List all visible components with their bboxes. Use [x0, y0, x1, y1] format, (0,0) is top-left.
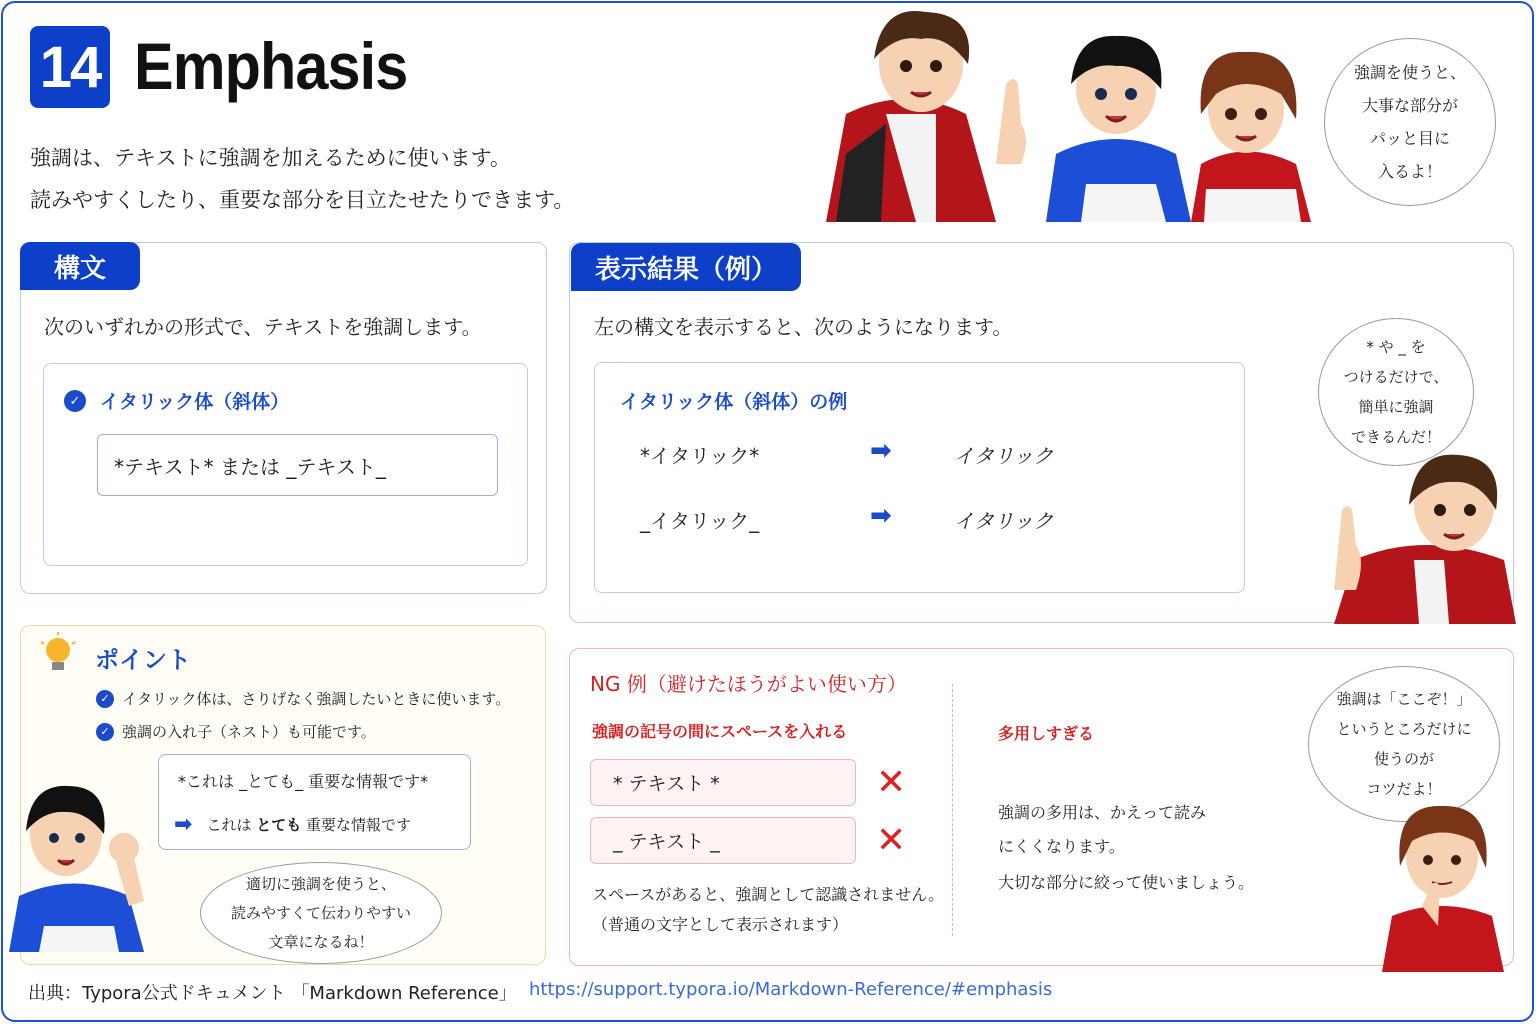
arrow-right-icon: ➡: [174, 812, 193, 837]
example-rendered: イタリック: [954, 444, 1054, 468]
intro-line-2: 読みやすくしたり、重要な部分を目立たせたりできます。: [30, 188, 575, 212]
nest-result: [206, 814, 411, 835]
bubble-line: できるんだ！: [1350, 428, 1441, 446]
bubble-line: コツだよ！: [1366, 780, 1442, 798]
example-source: _イタリック_: [640, 509, 760, 533]
syntax-tab: 構文: [20, 242, 140, 290]
point-speech-bubble: [200, 862, 442, 964]
section-number-badge: 14: [30, 26, 110, 108]
ng-title: NG 例（避けたほうがよい使い方）: [590, 672, 907, 696]
intro-line-1: 強調は、テキストに強調を加えるために使います。: [30, 146, 511, 170]
italic-option-label: イタリック体（斜体）: [100, 391, 290, 413]
point-title: ポイント: [95, 646, 191, 674]
example-title: イタリック体（斜体）の例: [620, 391, 848, 413]
pointing-boy-illustration: [1324, 450, 1516, 624]
nest-code: *これは _とても_ 重要な情報です*: [178, 772, 429, 791]
cross-icon: ✕: [876, 820, 907, 861]
bubble-line: つけるだけで、: [1343, 368, 1449, 386]
bubble-line: 強調を使うと、: [1353, 63, 1466, 82]
ng-right-note: 強調の多用は、かえって読み: [998, 803, 1207, 822]
ng-left-note: （普通の文字として表示されます）: [592, 915, 849, 934]
point-item: [96, 688, 510, 709]
point-item: [96, 721, 376, 742]
top-speech-bubble: [1324, 38, 1496, 206]
nest-result-pre: これは: [206, 816, 257, 834]
ng-divider: [952, 684, 953, 936]
reference-link[interactable]: https://support.typora.io/Markdown-Reference/#emphasis: [529, 979, 1053, 1000]
arrow-right-icon: ➡: [870, 436, 892, 466]
result-speech-bubble: [1318, 318, 1474, 466]
point-item-text: イタリック体は、さりげなく強調したいときに使います。: [122, 690, 511, 708]
bubble-line: 簡単に強調: [1358, 398, 1434, 416]
nest-result-row: [174, 812, 411, 837]
cross-icon: ✕: [876, 762, 907, 803]
bubble-line: 使うのが: [1373, 750, 1434, 768]
ng-bad-example: _ テキスト _: [590, 817, 856, 864]
check-icon: ✓: [64, 390, 86, 412]
thinking-girl-illustration: [1382, 796, 1504, 972]
three-characters-illustration: [826, 4, 1316, 222]
ng-right-note: 大切な部分に絞って使いましょう。: [998, 873, 1255, 892]
bubble-line: 強調は「ここぞ！」: [1336, 690, 1472, 708]
ng-bad-example: * テキスト *: [590, 759, 856, 806]
check-icon: ✓: [96, 723, 114, 741]
page-title: Emphasis: [134, 29, 408, 103]
syntax-description: 次のいずれかの形式で、テキストを強調します。: [44, 315, 482, 339]
result-tab: 表示結果（例）: [571, 243, 801, 291]
check-icon: ✓: [96, 690, 114, 708]
ng-right-note: にくくなります。: [998, 837, 1125, 856]
ng-left-subtitle: 強調の記号の間にスペースを入れる: [592, 722, 848, 741]
bubble-line: 文章になるね！: [268, 932, 374, 951]
bubble-line: 適切に強調を使うと、: [245, 874, 396, 893]
result-description: 左の構文を表示すると、次のようになります。: [594, 315, 1013, 339]
nest-result-emphasis: とても: [256, 816, 302, 834]
bubble-line: 読みやすくて伝わりやすい: [230, 903, 411, 922]
ng-left-note: スペースがあると、強調として認識されません。: [592, 885, 945, 904]
bubble-line: というところだけに: [1336, 720, 1472, 738]
source-citation: 出典：Typora公式ドキュメント 「Markdown Reference」: [28, 983, 517, 1004]
ng-right-subtitle: 多用しすぎる: [998, 724, 1095, 743]
blue-boy-illustration: [4, 776, 154, 952]
syntax-code-box: *テキスト* または _テキスト_: [97, 434, 498, 496]
example-rendered: イタリック: [954, 509, 1054, 533]
bubble-line: 入るよ！: [1377, 162, 1442, 181]
bubble-line: * や _ を: [1366, 338, 1426, 356]
bubble-line: 大事な部分が: [1361, 96, 1458, 115]
example-source: *イタリック*: [640, 444, 760, 468]
bubble-line: パッと目に: [1369, 129, 1450, 148]
nest-result-post: 重要な情報です: [301, 816, 412, 834]
lightbulb-icon: [38, 632, 78, 678]
arrow-right-icon: ➡: [870, 501, 892, 531]
point-item-text: 強調の入れ子（ネスト）も可能です。: [122, 723, 376, 741]
